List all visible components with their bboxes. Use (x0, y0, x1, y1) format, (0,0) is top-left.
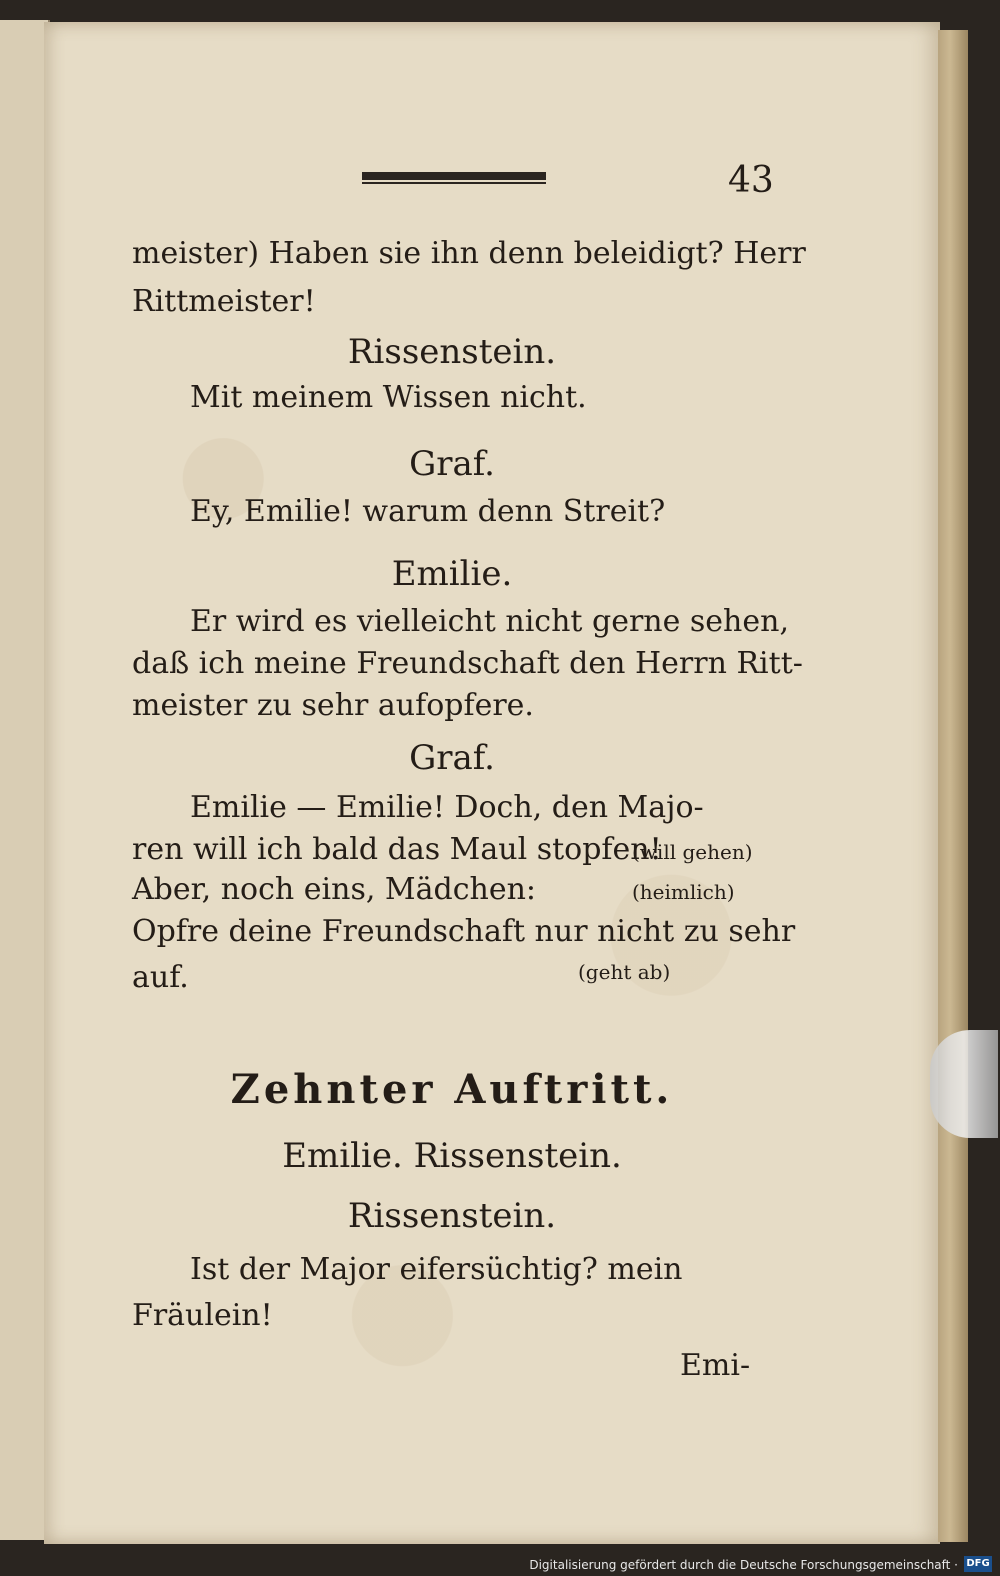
text-line: daß ich meine Freundschaft den Herrn Ritt- (132, 646, 803, 681)
stage-direction: (will gehen) (632, 840, 753, 864)
dfg-logo: DFG (964, 1556, 992, 1572)
catchword: Emi- (680, 1348, 751, 1383)
text-line: Mit meinem Wissen nicht. (190, 380, 587, 415)
page-stack-edge (938, 30, 968, 1542)
text-line: Emilie — Emilie! Doch, den Majo- (190, 790, 704, 825)
footer-bar (0, 1550, 1000, 1576)
text-line: ren will ich bald das Maul stopfen! (132, 832, 662, 867)
stage-direction: (heimlich) (632, 880, 735, 904)
speaker-name: Graf. (409, 738, 495, 778)
speaker-name: Rissenstein. (347, 332, 557, 372)
speaker-name: Graf. (409, 444, 495, 484)
text-line: Rittmeister! (132, 284, 316, 319)
text-line: Ey, Emilie! warum denn Streit? (190, 494, 666, 529)
speaker-name: Emilie. (391, 554, 513, 594)
header-rule (362, 172, 546, 180)
text-line: meister zu sehr aufopfere. (132, 688, 534, 723)
text-line: auf. (132, 960, 189, 995)
text-line: Aber, noch eins, Mädchen: (132, 872, 537, 907)
text-line: Er wird es vielleicht nicht gerne sehen, (190, 604, 789, 639)
speaker-name: Rissenstein. (347, 1196, 557, 1236)
text-line: meister) Haben sie ihn denn beleidigt? Herr (132, 236, 806, 271)
text-line: Ist der Major eifersüchtig? mein (190, 1252, 683, 1287)
page-number: 43 (728, 160, 774, 201)
facing-page-edge (0, 20, 50, 1540)
text-line: Opfre deine Freundschaft nur nicht zu sehr (132, 914, 796, 949)
page-clip (930, 1030, 998, 1138)
footer-credit: Digitalisierung gefördert durch die Deutsche Forschungsgemeinschaft · (529, 1558, 958, 1572)
stage-direction: (geht ab) (578, 960, 671, 984)
scene-cast: Emilie. Rissenstein. (282, 1136, 622, 1176)
scene-heading: Zehnter Auftritt. (230, 1066, 674, 1113)
text-line: Fräulein! (132, 1298, 273, 1333)
